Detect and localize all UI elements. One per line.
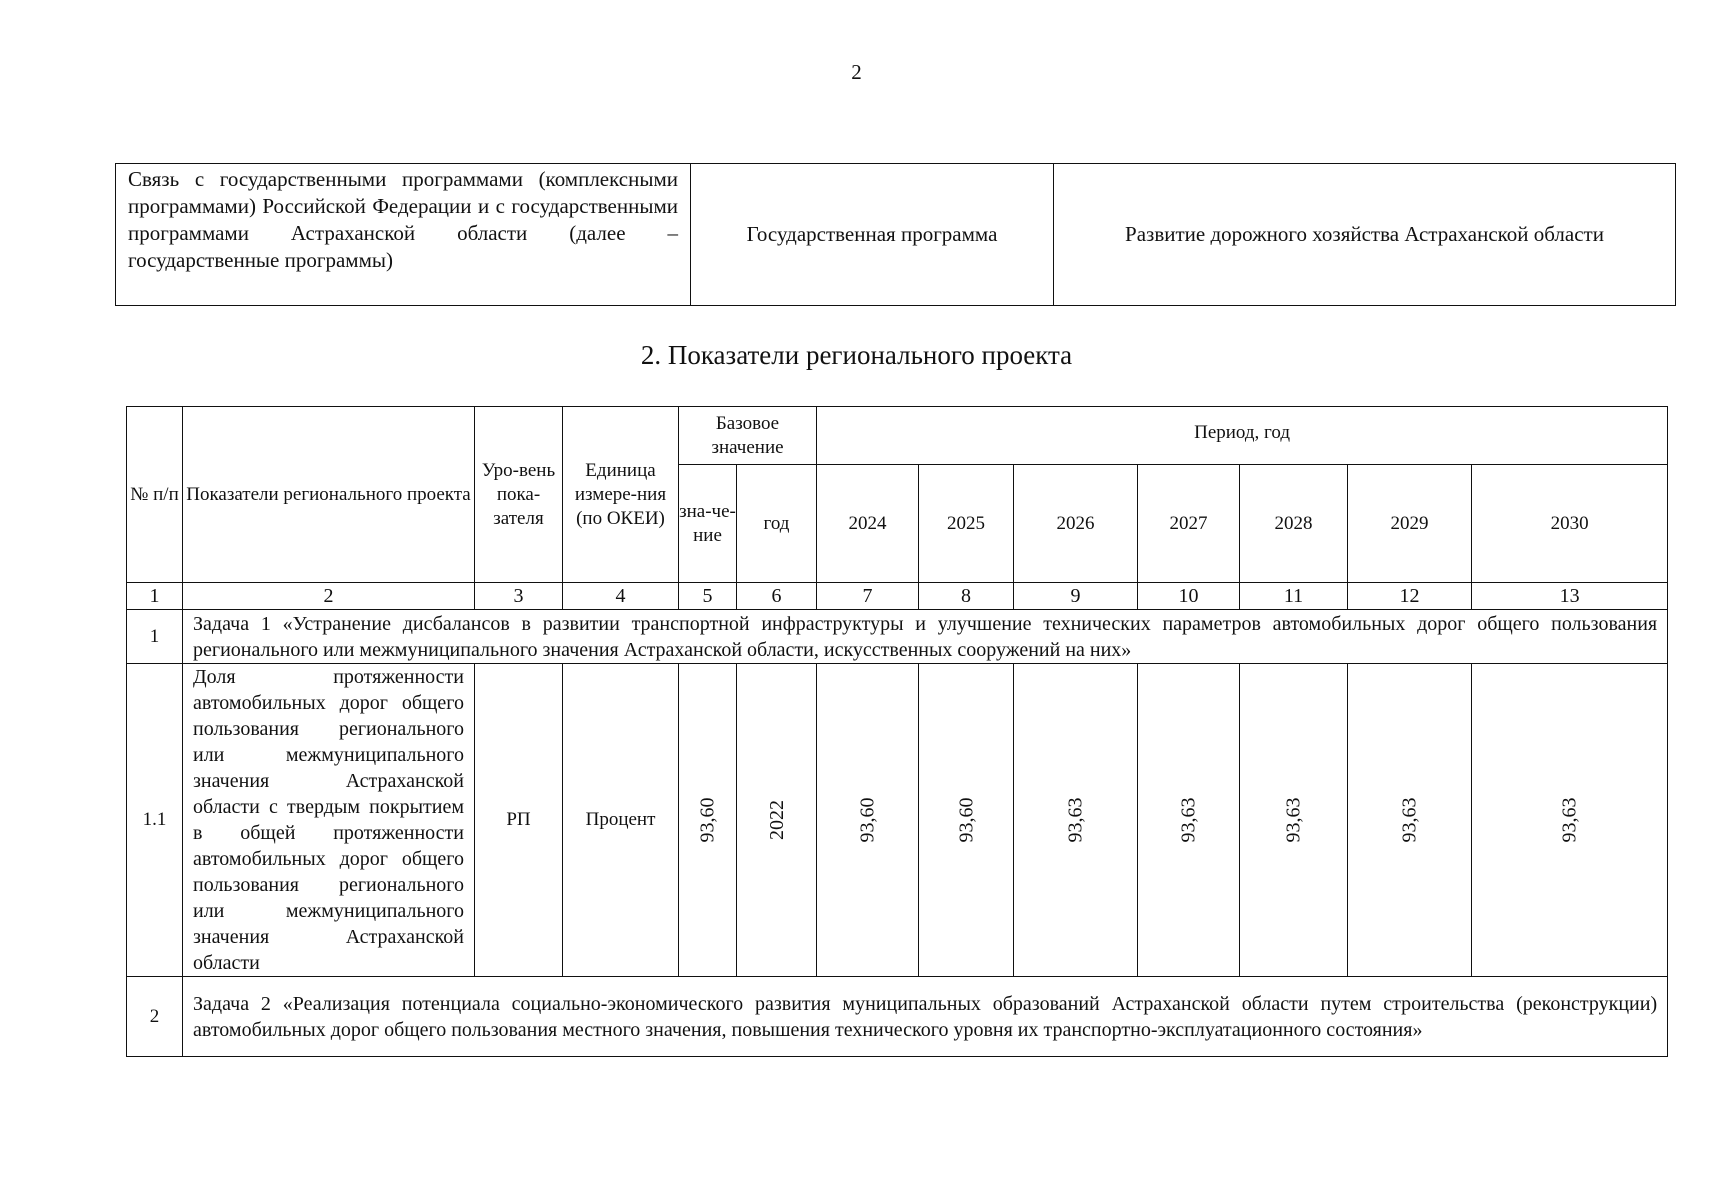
header-level: Уро-вень пока-зателя <box>475 407 563 583</box>
page-number: 2 <box>851 60 862 84</box>
col-number: 4 <box>563 583 679 610</box>
col-number: 1 <box>127 583 183 610</box>
row-1-1-value-2024: 93,60 <box>856 797 879 842</box>
header-period: Период, год <box>817 407 1668 465</box>
row-1-1-level: РП <box>475 664 563 977</box>
indicator-row-1-1 <box>127 664 1668 977</box>
row-1-1-value-2026: 93,63 <box>1064 797 1087 842</box>
header-year-2027: 2027 <box>1138 465 1240 583</box>
row-1-1-value-2026-cell <box>1014 664 1138 977</box>
task-1-text: Задача 1 «Устранение дисбалансов в развитии транспортной инфраструктуры и улучшение технических параметров автомобильных дорог общего пользования регионального или межмуниципального значения Астраханской области, искусственных сооружений на них» <box>183 610 1668 664</box>
header-year-2025: 2025 <box>919 465 1014 583</box>
row-1-1-base-year: 2022 <box>765 799 788 840</box>
program-name: Развитие дорожного хозяйства Астраханской области <box>1054 164 1676 306</box>
row-1-1-indicator: Доля протяженности автомобильных дорог общего пользования регионального или межмуниципального значения Астраханской области с твердым покрытием в общей протяженности автомобильных дорог общего пользования регионального или межмуниципального значения Астраханской области <box>183 664 475 977</box>
col-number: 8 <box>919 583 1014 610</box>
col-number: 6 <box>737 583 817 610</box>
row-1-1-value-2027: 93,63 <box>1177 797 1200 842</box>
header-indicator: Показатели регионального проекта <box>183 407 475 583</box>
row-1-1-value-2030: 93,63 <box>1558 797 1581 842</box>
task-1-num: 1 <box>127 610 183 664</box>
header-year-2029: 2029 <box>1348 465 1472 583</box>
task-1-row <box>127 610 1668 664</box>
row-1-1-value-2029-cell <box>1348 664 1472 977</box>
indicators-table <box>126 406 1668 1057</box>
col-number: 9 <box>1014 583 1138 610</box>
col-number: 12 <box>1348 583 1472 610</box>
row-1-1-value-2024-cell <box>817 664 919 977</box>
program-link-table <box>115 163 1676 306</box>
program-link-row <box>116 164 1676 306</box>
row-1-1-base-value-cell <box>679 664 737 977</box>
header-year-2028: 2028 <box>1240 465 1348 583</box>
header-year-2030: 2030 <box>1472 465 1668 583</box>
column-numbers-row <box>127 583 1668 610</box>
row-1-1-num: 1.1 <box>127 664 183 977</box>
task-2-num: 2 <box>127 977 183 1057</box>
header-year-2026: 2026 <box>1014 465 1138 583</box>
task-2-row <box>127 977 1668 1057</box>
row-1-1-unit: Процент <box>563 664 679 977</box>
header-base: Базовое значение <box>679 407 817 465</box>
col-number: 2 <box>183 583 475 610</box>
row-1-1-value-2028: 93,63 <box>1282 797 1305 842</box>
header-base-year: год <box>737 465 817 583</box>
header-base-value: зна-че-ние <box>679 465 737 583</box>
col-number: 3 <box>475 583 563 610</box>
header-num: № п/п <box>127 407 183 583</box>
col-number: 7 <box>817 583 919 610</box>
col-number: 5 <box>679 583 737 610</box>
row-1-1-value-2028-cell <box>1240 664 1348 977</box>
row-1-1-value-2030-cell <box>1472 664 1668 977</box>
row-1-1-base-value: 93,60 <box>696 797 719 842</box>
col-number: 10 <box>1138 583 1240 610</box>
header-row-1 <box>127 407 1668 465</box>
header-unit: Единица измере-ния (по ОКЕИ) <box>563 407 679 583</box>
row-1-1-base-year-cell <box>737 664 817 977</box>
task-2-text: Задача 2 «Реализация потенциала социально-экономического развития муниципальных образований Астраханской области путем строительства (реконструкции) автомобильных дорог общего пользования местного значения, повышения технического уровня их транспортно-эксплуатационного состояния» <box>183 977 1668 1057</box>
row-1-1-value-2029: 93,63 <box>1398 797 1421 842</box>
col-number: 13 <box>1472 583 1668 610</box>
row-1-1-value-2025-cell <box>919 664 1014 977</box>
col-number: 11 <box>1240 583 1348 610</box>
program-type: Государственная программа <box>691 164 1054 306</box>
section-title: 2. Показатели регионального проекта <box>640 340 1073 370</box>
row-1-1-value-2027-cell <box>1138 664 1240 977</box>
header-year-2024: 2024 <box>817 465 919 583</box>
program-link-description: Связь с государственными программами (комплексными программами) Российской Федерации и с государственными программами Астраханской области (далее – государственные программы) <box>116 164 691 306</box>
row-1-1-value-2025: 93,60 <box>955 797 978 842</box>
